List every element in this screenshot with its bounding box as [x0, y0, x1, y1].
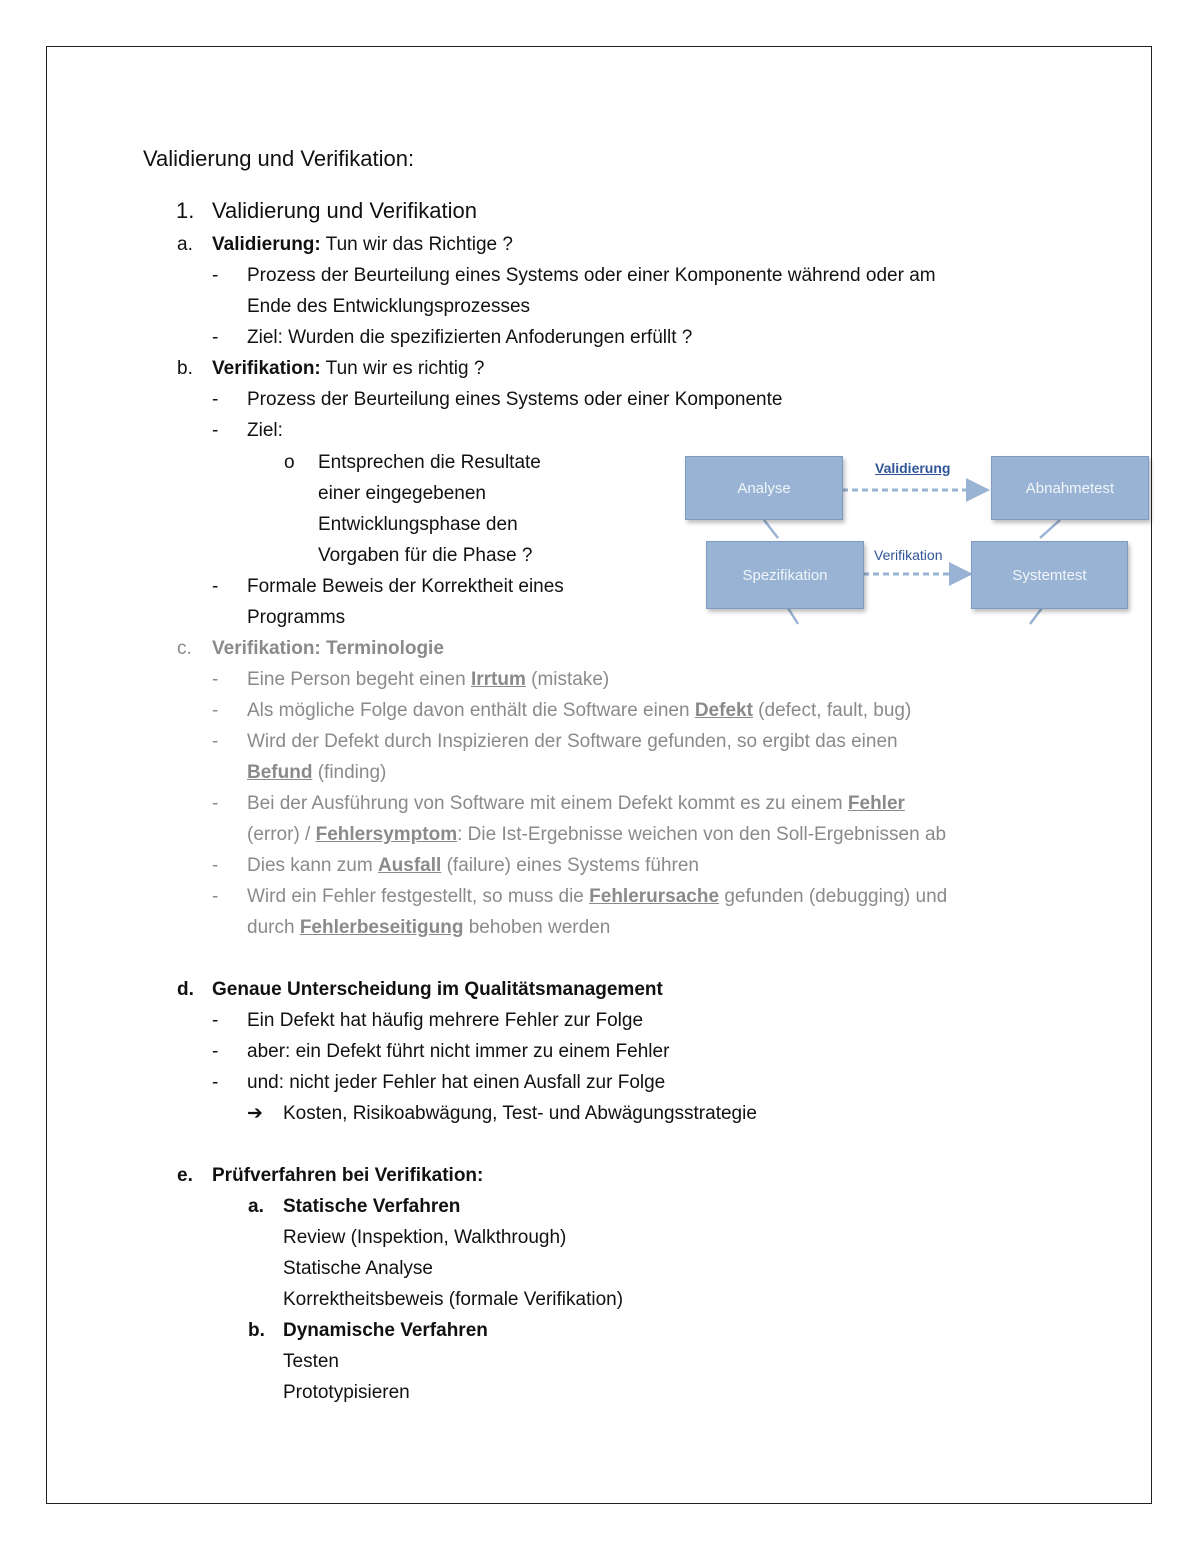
text: (error) / [247, 824, 316, 845]
statische-verfahren-item: Statische Analyse [283, 1258, 433, 1279]
validierung-item: Ende des Entwicklungsprozesses [247, 296, 531, 317]
statische-verfahren-item: Review (Inspektion, Walkthrough) [283, 1227, 567, 1248]
text: : Die Ist-Ergebnisse weichen von den Soll-Ergebnissen ab [457, 824, 947, 845]
dash: - [212, 855, 219, 876]
list-marker-d: d. [177, 979, 194, 1000]
statische-verfahren-heading: Statische Verfahren [283, 1196, 461, 1217]
dash: - [212, 886, 219, 907]
unterscheidung-item: und: nicht jeder Fehler hat einen Ausfall zur Folge [247, 1072, 666, 1093]
spezifikation-connector [788, 608, 798, 624]
validierung-item: Prozess der Beurteilung eines Systems oder einer Komponente während oder am [247, 265, 936, 286]
section-number: 1. [176, 198, 195, 223]
term-fehlerbeseitigung: Fehlerbeseitigung [299, 917, 464, 938]
verifikation-line [212, 357, 484, 381]
dynamische-verfahren-item: Prototypisieren [283, 1382, 410, 1403]
verifikation-item: Ziel: [247, 420, 283, 441]
term-defekt: Defekt [694, 700, 753, 721]
circle-bullet: o [284, 452, 295, 473]
list-marker-c: c. [177, 638, 192, 659]
verifikation-subitem: einer eingegebenen [318, 483, 486, 504]
section-heading: Validierung und Verifikation [212, 198, 477, 223]
text: (finding) [312, 762, 387, 783]
dash: - [212, 700, 219, 721]
unterscheidung-heading: Genaue Unterscheidung im Qualitätsmanagement [212, 979, 663, 1000]
verifikation-question: Tun wir es richtig ? [320, 358, 485, 379]
validierung-question: Tun wir das Richtige ? [320, 234, 513, 255]
list-marker-b: b. [177, 358, 193, 379]
dash: - [212, 731, 219, 752]
text: Dies kann zum [247, 855, 378, 876]
arrow-right-icon: ➔ [247, 1103, 263, 1124]
verifikation-item: Prozess der Beurteilung eines Systems oder einer Komponente [247, 389, 783, 410]
sub-marker-b: b. [248, 1320, 265, 1341]
text: Bei der Ausführung von Software mit einem Defekt kommt es zu einem [247, 793, 848, 814]
verifikation-term: Verifikation: [212, 358, 321, 379]
dash: - [212, 793, 219, 814]
text: durch [247, 917, 300, 938]
unterscheidung-item: Ein Defekt hat häufig mehrere Fehler zur Folge [247, 1010, 644, 1031]
dash: - [212, 669, 219, 690]
text: gefunden (debugging) und [719, 886, 948, 907]
verifikation-subitem: Vorgaben für die Phase ? [318, 545, 533, 566]
terminologie-item [247, 854, 699, 878]
verifikation-subitem: Entwicklungsphase den [318, 514, 518, 535]
page-title: Validierung und Verifikation: [143, 146, 415, 171]
terminologie-item [247, 792, 905, 816]
text: (defect, fault, bug) [752, 700, 912, 721]
text: (mistake) [525, 669, 610, 690]
dash: - [212, 576, 219, 597]
verifikation-item: Formale Beweis der Korrektheit eines [247, 576, 564, 597]
term-fehler: Fehler [847, 793, 905, 814]
term-fehlerursache: Fehlerursache [589, 886, 720, 907]
bottom-connector [1030, 608, 1042, 624]
spezifikation-box: Spezifikation [706, 541, 864, 609]
pruefverfahren-heading: Prüfverfahren bei Verifikation: [212, 1165, 484, 1186]
text: Wird ein Fehler festgestellt, so muss die [247, 886, 590, 907]
text: behoben werden [463, 917, 611, 938]
abnahmetest-box: Abnahmetest [991, 456, 1149, 520]
analyse-connector [764, 520, 778, 538]
list-marker-e: e. [177, 1165, 193, 1186]
dynamische-verfahren-item: Testen [283, 1351, 339, 1372]
terminologie-item [247, 885, 947, 909]
dash: - [212, 1010, 219, 1031]
dash: - [212, 389, 219, 410]
list-marker-a: a. [177, 234, 193, 255]
validierung-line [212, 233, 513, 257]
terminologie-item [247, 668, 609, 692]
validierung-item: Ziel: Wurden die spezifizierten Anfoderungen erfüllt ? [247, 327, 693, 348]
terminologie-item [247, 699, 911, 723]
verifikation-label: Verifikation [874, 547, 943, 563]
unterscheidung-item: aber: ein Defekt führt nicht immer zu einem Fehler [247, 1041, 670, 1062]
dash: - [212, 1072, 219, 1093]
v-model-diagram [680, 452, 1160, 632]
unterscheidung-conclusion: Kosten, Risikoabwägung, Test- und Abwägungsstrategie [283, 1103, 757, 1124]
term-befund: Befund [247, 762, 313, 783]
term-ausfall: Ausfall [377, 855, 442, 876]
terminologie-item [247, 823, 946, 847]
terminologie-item [247, 761, 386, 785]
term-irrtum: Irrtum [470, 669, 526, 690]
text: (failure) eines Systems führen [441, 855, 699, 876]
text: Eine Person begeht einen [247, 669, 471, 690]
statische-verfahren-item: Korrektheitsbeweis (formale Verifikation) [283, 1289, 624, 1310]
terminologie-heading: Verifikation: Terminologie [212, 638, 444, 659]
systemtest-box: Systemtest [971, 541, 1128, 609]
term-fehlersymptom: Fehlersymptom [315, 824, 458, 845]
dash: - [212, 1041, 219, 1062]
terminologie-item [247, 916, 610, 940]
sub-marker-a: a. [248, 1196, 264, 1217]
dynamische-verfahren-heading: Dynamische Verfahren [283, 1320, 488, 1341]
verifikation-item: Programms [247, 607, 346, 628]
dash: - [212, 265, 219, 286]
systemtest-connector [1040, 520, 1060, 538]
terminologie-item: Wird der Defekt durch Inspizieren der Software gefunden, so ergibt das einen [247, 731, 898, 752]
text: Als mögliche Folge davon enthält die Software einen [247, 700, 695, 721]
verifikation-subitem: Entsprechen die Resultate [318, 452, 541, 473]
dash: - [212, 327, 219, 348]
analyse-box: Analyse [685, 456, 843, 520]
validierung-label: Validierung [875, 460, 951, 476]
validierung-term: Validierung: [212, 234, 321, 255]
dash: - [212, 420, 219, 441]
